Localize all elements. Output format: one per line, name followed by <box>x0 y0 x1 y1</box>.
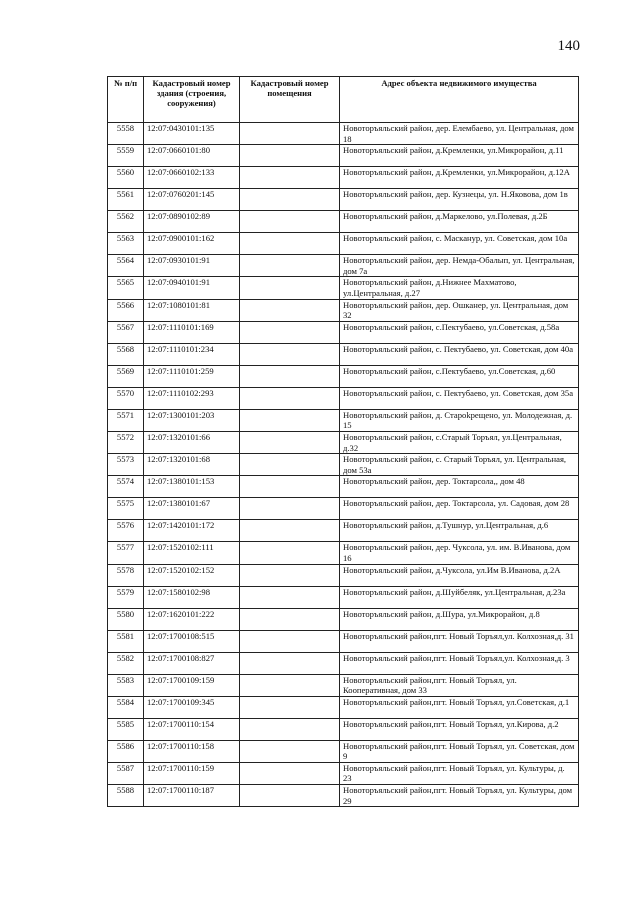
building-cadastral-number-cell: 12:07:1620101:222 <box>144 608 240 630</box>
row-number-cell: 5559 <box>108 145 144 167</box>
room-cadastral-number-cell <box>240 431 340 453</box>
table-row <box>108 498 579 520</box>
room-cadastral-number-cell <box>240 542 340 564</box>
address-cell: Новоторъяльский район, д. Староkрещено, ул. Молодежная, д. 15 <box>340 409 579 431</box>
table-row <box>108 542 579 564</box>
address-cell: Новоторъяльский район, д.Кремленки, ул.Микрорайон, д.11 <box>340 145 579 167</box>
address-cell: Новоторъяльский район,пгт. Новый Торъял,ул. Колхозная,д. 31 <box>340 630 579 652</box>
row-number-cell: 5565 <box>108 277 144 299</box>
page-number: 140 <box>557 38 580 54</box>
table-row <box>108 277 579 299</box>
address-cell: Новоторъяльский район, д.Кремленки, ул.Микрорайон, д.12А <box>340 167 579 189</box>
table-row <box>108 299 579 321</box>
table-body <box>108 123 579 807</box>
row-number-cell: 5562 <box>108 211 144 233</box>
table-row <box>108 454 579 476</box>
table-row <box>108 564 579 586</box>
room-cadastral-number-cell <box>240 211 340 233</box>
building-cadastral-number-cell: 12:07:1320101:68 <box>144 454 240 476</box>
row-number-cell: 5572 <box>108 431 144 453</box>
table-row <box>108 145 579 167</box>
room-cadastral-number-cell <box>240 321 340 343</box>
building-cadastral-number-cell: 12:07:1580102:98 <box>144 586 240 608</box>
table-row <box>108 321 579 343</box>
building-cadastral-number-cell: 12:07:1320101:66 <box>144 431 240 453</box>
building-cadastral-number-cell: 12:07:1300101:203 <box>144 409 240 431</box>
row-number-cell: 5579 <box>108 586 144 608</box>
building-cadastral-number-cell: 12:07:1110101:259 <box>144 365 240 387</box>
table-row <box>108 233 579 255</box>
room-cadastral-number-cell <box>240 123 340 145</box>
building-cadastral-number-cell: 12:07:1700110:159 <box>144 762 240 784</box>
table-row <box>108 343 579 365</box>
address-cell: Новоторъяльский район, д.Чуксола, ул.Им В.Иванова, д.2А <box>340 564 579 586</box>
address-cell: Новоторъяльский район, с. Пектубаево, ул. Советская, дом 40а <box>340 343 579 365</box>
table-row <box>108 630 579 652</box>
row-number-cell: 5578 <box>108 564 144 586</box>
row-number-cell: 5558 <box>108 123 144 145</box>
building-cadastral-number-cell: 12:07:1520102:152 <box>144 564 240 586</box>
room-cadastral-number-cell <box>240 520 340 542</box>
table-row <box>108 696 579 718</box>
row-number-cell: 5563 <box>108 233 144 255</box>
header-number: № п/п <box>108 77 144 123</box>
building-cadastral-number-cell: 12:07:0890102:89 <box>144 211 240 233</box>
table-header-row <box>108 77 579 123</box>
row-number-cell: 5573 <box>108 454 144 476</box>
row-number-cell: 5571 <box>108 409 144 431</box>
row-number-cell: 5575 <box>108 498 144 520</box>
address-cell: Новоторъяльский район,пгт. Новый Торъял, ул.Советская, д.1 <box>340 696 579 718</box>
address-cell: Новоторъяльский район, с.Старый Торъял, ул.Центральная, д.32 <box>340 431 579 453</box>
room-cadastral-number-cell <box>240 674 340 696</box>
row-number-cell: 5584 <box>108 696 144 718</box>
table-row <box>108 718 579 740</box>
address-cell: Новоторъяльский район, д.Шура, ул.Микрорайон, д.8 <box>340 608 579 630</box>
room-cadastral-number-cell <box>240 167 340 189</box>
row-number-cell: 5574 <box>108 476 144 498</box>
room-cadastral-number-cell <box>240 785 340 807</box>
building-cadastral-number-cell: 12:07:0660102:133 <box>144 167 240 189</box>
row-number-cell: 5587 <box>108 762 144 784</box>
address-cell: Новоторъяльский район, дер. Немда-Обалып, ул. Центральная, дом 7а <box>340 255 579 277</box>
room-cadastral-number-cell <box>240 365 340 387</box>
address-cell: Новоторъяльский район, д.Нижнее Махматово, ул.Центральная, д.27 <box>340 277 579 299</box>
room-cadastral-number-cell <box>240 145 340 167</box>
room-cadastral-number-cell <box>240 454 340 476</box>
row-number-cell: 5568 <box>108 343 144 365</box>
room-cadastral-number-cell <box>240 696 340 718</box>
address-cell: Новоторъяльский район,пгт. Новый Торъял, ул. Кооперативная, дом 33 <box>340 674 579 696</box>
room-cadastral-number-cell <box>240 277 340 299</box>
room-cadastral-number-cell <box>240 564 340 586</box>
room-cadastral-number-cell <box>240 476 340 498</box>
table-row <box>108 652 579 674</box>
table-row <box>108 387 579 409</box>
address-cell: Новоторъяльский район, с.Пектубаево, ул.Советская, д.58а <box>340 321 579 343</box>
table-row <box>108 365 579 387</box>
table-row <box>108 762 579 784</box>
table-row <box>108 123 579 145</box>
property-register-table <box>107 76 579 807</box>
row-number-cell: 5582 <box>108 652 144 674</box>
table-row <box>108 211 579 233</box>
building-cadastral-number-cell: 12:07:1700108:515 <box>144 630 240 652</box>
row-number-cell: 5576 <box>108 520 144 542</box>
table-row <box>108 167 579 189</box>
address-cell: Новоторъяльский район, дер. Токтарсола, ул. Садовая, дом 28 <box>340 498 579 520</box>
table-row <box>108 431 579 453</box>
header-address: Адрес объекта недвижимого имущества <box>340 77 579 123</box>
building-cadastral-number-cell: 12:07:1520102:111 <box>144 542 240 564</box>
building-cadastral-number-cell: 12:07:1080101:81 <box>144 299 240 321</box>
table-row <box>108 189 579 211</box>
building-cadastral-number-cell: 12:07:1380101:153 <box>144 476 240 498</box>
address-cell: Новоторъяльский район, дер. Елембаево, ул. Центральная, дом 18 <box>340 123 579 145</box>
address-cell: Новоторъяльский район, дер. Ошканер, ул. Центральная, дом 32 <box>340 299 579 321</box>
table-row <box>108 586 579 608</box>
address-cell: Новоторъяльский район,пгт. Новый Торъял, ул. Культуры, дом 29 <box>340 785 579 807</box>
address-cell: Новоторъяльский район, с. Пектубаево, ул. Советская, дом 35а <box>340 387 579 409</box>
room-cadastral-number-cell <box>240 343 340 365</box>
room-cadastral-number-cell <box>240 189 340 211</box>
building-cadastral-number-cell: 12:07:1700110:187 <box>144 785 240 807</box>
table-row <box>108 255 579 277</box>
building-cadastral-number-cell: 12:07:1700109:159 <box>144 674 240 696</box>
building-cadastral-number-cell: 12:07:1110101:234 <box>144 343 240 365</box>
room-cadastral-number-cell <box>240 630 340 652</box>
building-cadastral-number-cell: 12:07:0940101:91 <box>144 277 240 299</box>
room-cadastral-number-cell <box>240 387 340 409</box>
room-cadastral-number-cell <box>240 498 340 520</box>
address-cell: Новоторъяльский район,пгт. Новый Торъял,ул. Колхозная,д. 3 <box>340 652 579 674</box>
building-cadastral-number-cell: 12:07:1700108:827 <box>144 652 240 674</box>
building-cadastral-number-cell: 12:07:1380101:67 <box>144 498 240 520</box>
building-cadastral-number-cell: 12:07:1700110:154 <box>144 718 240 740</box>
room-cadastral-number-cell <box>240 718 340 740</box>
address-cell: Новоторъяльский район, дер. Токтарсола,, дом 48 <box>340 476 579 498</box>
table-row <box>108 608 579 630</box>
address-cell: Новоторъяльский район,пгт. Новый Торъял, ул. Культуры, д. 23 <box>340 762 579 784</box>
row-number-cell: 5580 <box>108 608 144 630</box>
room-cadastral-number-cell <box>240 409 340 431</box>
row-number-cell: 5585 <box>108 718 144 740</box>
row-number-cell: 5566 <box>108 299 144 321</box>
row-number-cell: 5577 <box>108 542 144 564</box>
room-cadastral-number-cell <box>240 740 340 762</box>
room-cadastral-number-cell <box>240 586 340 608</box>
table-row <box>108 409 579 431</box>
room-cadastral-number-cell <box>240 233 340 255</box>
address-cell: Новоторъяльский район, д.Тушнур, ул.Центральная, д.6 <box>340 520 579 542</box>
header-room-cadastral-number: Кадастровый номер помещения <box>240 77 340 123</box>
building-cadastral-number-cell: 12:07:0660101:80 <box>144 145 240 167</box>
row-number-cell: 5564 <box>108 255 144 277</box>
row-number-cell: 5570 <box>108 387 144 409</box>
row-number-cell: 5586 <box>108 740 144 762</box>
address-cell: Новоторъяльский район,пгт. Новый Торъял, ул. Советская, дом 9 <box>340 740 579 762</box>
table-row <box>108 476 579 498</box>
building-cadastral-number-cell: 12:07:0760201:145 <box>144 189 240 211</box>
building-cadastral-number-cell: 12:07:0430101:135 <box>144 123 240 145</box>
row-number-cell: 5567 <box>108 321 144 343</box>
table-row <box>108 674 579 696</box>
row-number-cell: 5561 <box>108 189 144 211</box>
row-number-cell: 5560 <box>108 167 144 189</box>
table-row <box>108 740 579 762</box>
building-cadastral-number-cell: 12:07:1110101:169 <box>144 321 240 343</box>
row-number-cell: 5569 <box>108 365 144 387</box>
room-cadastral-number-cell <box>240 299 340 321</box>
address-cell: Новоторъяльский район, дер. Чуксола, ул. им. В.Иванова, дом 16 <box>340 542 579 564</box>
address-cell: Новоторъяльский район,пгт. Новый Торъял, ул.Кирова, д.2 <box>340 718 579 740</box>
building-cadastral-number-cell: 12:07:1700109:345 <box>144 696 240 718</box>
building-cadastral-number-cell: 12:07:1700110:158 <box>144 740 240 762</box>
row-number-cell: 5583 <box>108 674 144 696</box>
building-cadastral-number-cell: 12:07:1420101:172 <box>144 520 240 542</box>
address-cell: Новоторъяльский район, д.Маркелово, ул.Полевая, д.2Б <box>340 211 579 233</box>
building-cadastral-number-cell: 12:07:0900101:162 <box>144 233 240 255</box>
address-cell: Новоторъяльский район, с. Старый Торъял, ул. Центральная, дом 53а <box>340 454 579 476</box>
header-building-cadastral-number: Кадастровый номер здания (строения, сооружения) <box>144 77 240 123</box>
table-row <box>108 785 579 807</box>
address-cell: Новоторъяльский район, дер. Кузнецы, ул. Н.Яковова, дом 1в <box>340 189 579 211</box>
address-cell: Новоторъяльский район, д.Шуйбеляк, ул.Центральная, д.23а <box>340 586 579 608</box>
row-number-cell: 5581 <box>108 630 144 652</box>
room-cadastral-number-cell <box>240 652 340 674</box>
room-cadastral-number-cell <box>240 255 340 277</box>
room-cadastral-number-cell <box>240 608 340 630</box>
address-cell: Новоторъяльский район, с.Пектубаево, ул.Советская, д.60 <box>340 365 579 387</box>
room-cadastral-number-cell <box>240 762 340 784</box>
address-cell: Новоторъяльский район, с. Масканур, ул. Советская, дом 10а <box>340 233 579 255</box>
table-row <box>108 520 579 542</box>
building-cadastral-number-cell: 12:07:0930101:91 <box>144 255 240 277</box>
building-cadastral-number-cell: 12:07:1110102:293 <box>144 387 240 409</box>
row-number-cell: 5588 <box>108 785 144 807</box>
